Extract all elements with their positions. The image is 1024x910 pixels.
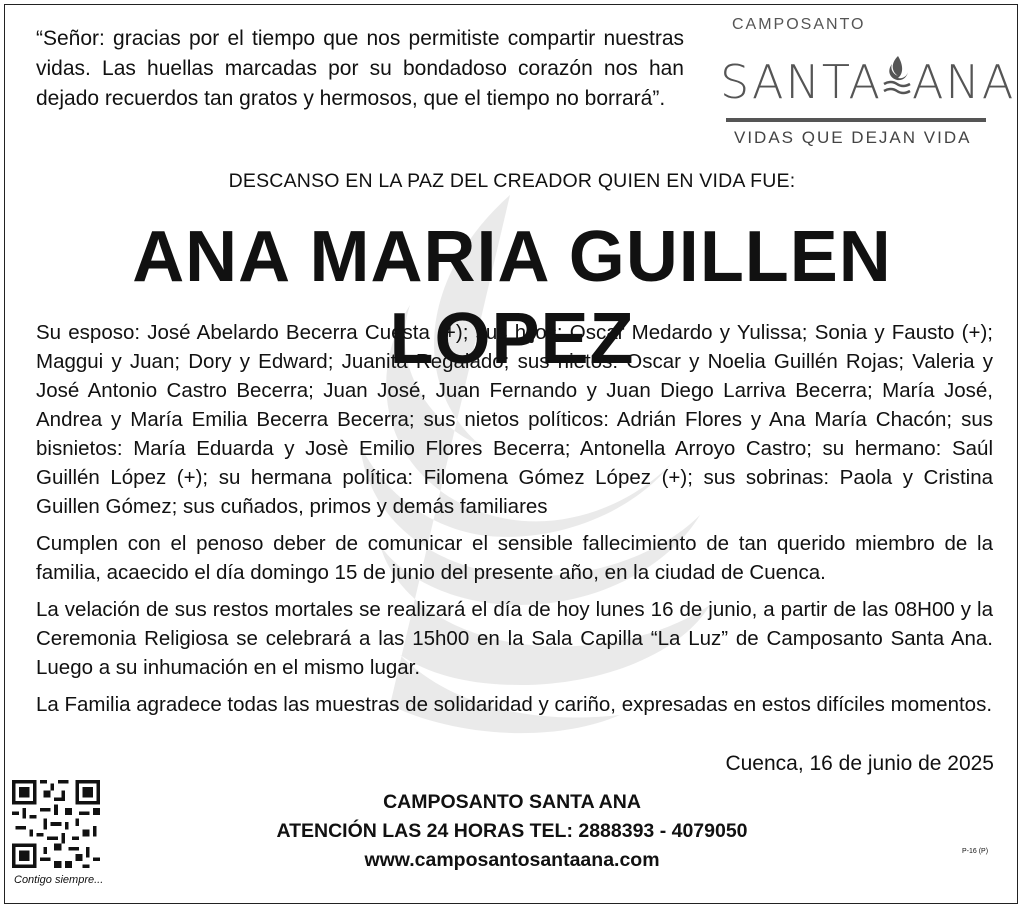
ceremony-paragraph: La velación de sus restos mortales se realizará el día de hoy lunes 16 de junio, a partir de las 08H00 y la Ceremonia Religiosa se celebrará a las 15h00 en la Sala Capilla “La Luz” de Camposanto Santa Ana. Luego a su inhumación en el mismo lugar.	[36, 598, 993, 679]
logo-brand	[720, 54, 1015, 109]
announcement-paragraph: Cumplen con el penoso deber de comunicar el sensible fallecimiento de tan querido miembro de la familia, acaecido el día domingo 15 de junio del presente año, en la ciudad de Cuenca.	[36, 532, 993, 584]
logo-tagline: VIDAS QUE DEJAN VIDA	[734, 128, 972, 147]
quote-text: “Señor: gracias por el tiempo que nos permitiste compartir nuestras vidas. Las huellas marcadas por su bondadoso corazón nos han dejado recuerdos tan gratos y hermosos, que el tiempo no borrará”.	[36, 27, 684, 110]
family-paragraph: Su esposo: José Abelardo Becerra Cuesta (+); sus hijos: Oscar Medardo y Yulissa; Sonia y Fausto (+); Maggui y Juan; Dory y Edward; Juanita Regalado; sus nietos: Oscar y Noelia Guillén Rojas; Valeria y José Antonio Castro Becerra; Juan José, Juan Fernando y Juan Diego Larriva Becerra; María José, Andrea y María Emilia Becerra Becerra; sus nietos políticos: Adrián Flores y Ana María Chacón; sus bisnietos: María Eduarda y Josè Emilio Flores Becerra; Antonella Arroyo Castro; su hermano: Saúl Guillén López (+); su hermana política: Filomena Gómez López (+); sus sobrinas: Paola y Cristina Guillen Gómez; sus cuñados, primos y demás familiares	[36, 321, 993, 518]
footer	[0, 788, 1024, 875]
deceased-name: ANA MARIA GUILLEN LOPEZ	[132, 217, 892, 379]
footer-website[interactable]: www.camposantosantaana.com	[364, 849, 660, 871]
logo-brand-right: ANA	[911, 55, 1016, 109]
camposanto-logo	[720, 14, 1016, 154]
ad-code: P-16 (P)	[962, 848, 989, 855]
logo-divider	[726, 118, 986, 122]
notice-body	[36, 318, 993, 727]
flame-logo-icon	[882, 54, 912, 102]
date-line: Cuenca, 16 de junio de 2025	[725, 752, 994, 775]
footer-phone: ATENCIÓN LAS 24 HORAS TEL: 2888393 - 4079050	[276, 820, 748, 842]
footer-company: CAMPOSANTO SANTA ANA	[383, 791, 641, 813]
logo-brand-left: SANTA	[720, 55, 882, 109]
thanks-paragraph: La Familia agradece todas las muestras de solidaridad y cariño, expresadas en estos difíciles momentos.	[36, 693, 993, 716]
logo-top-text: CAMPOSANTO	[732, 16, 866, 33]
qr-caption: Contigo siempre...	[14, 874, 104, 886]
notice-subtitle: DESCANSO EN LA PAZ DEL CREADOR QUIEN EN VIDA FUE:	[228, 170, 796, 192]
